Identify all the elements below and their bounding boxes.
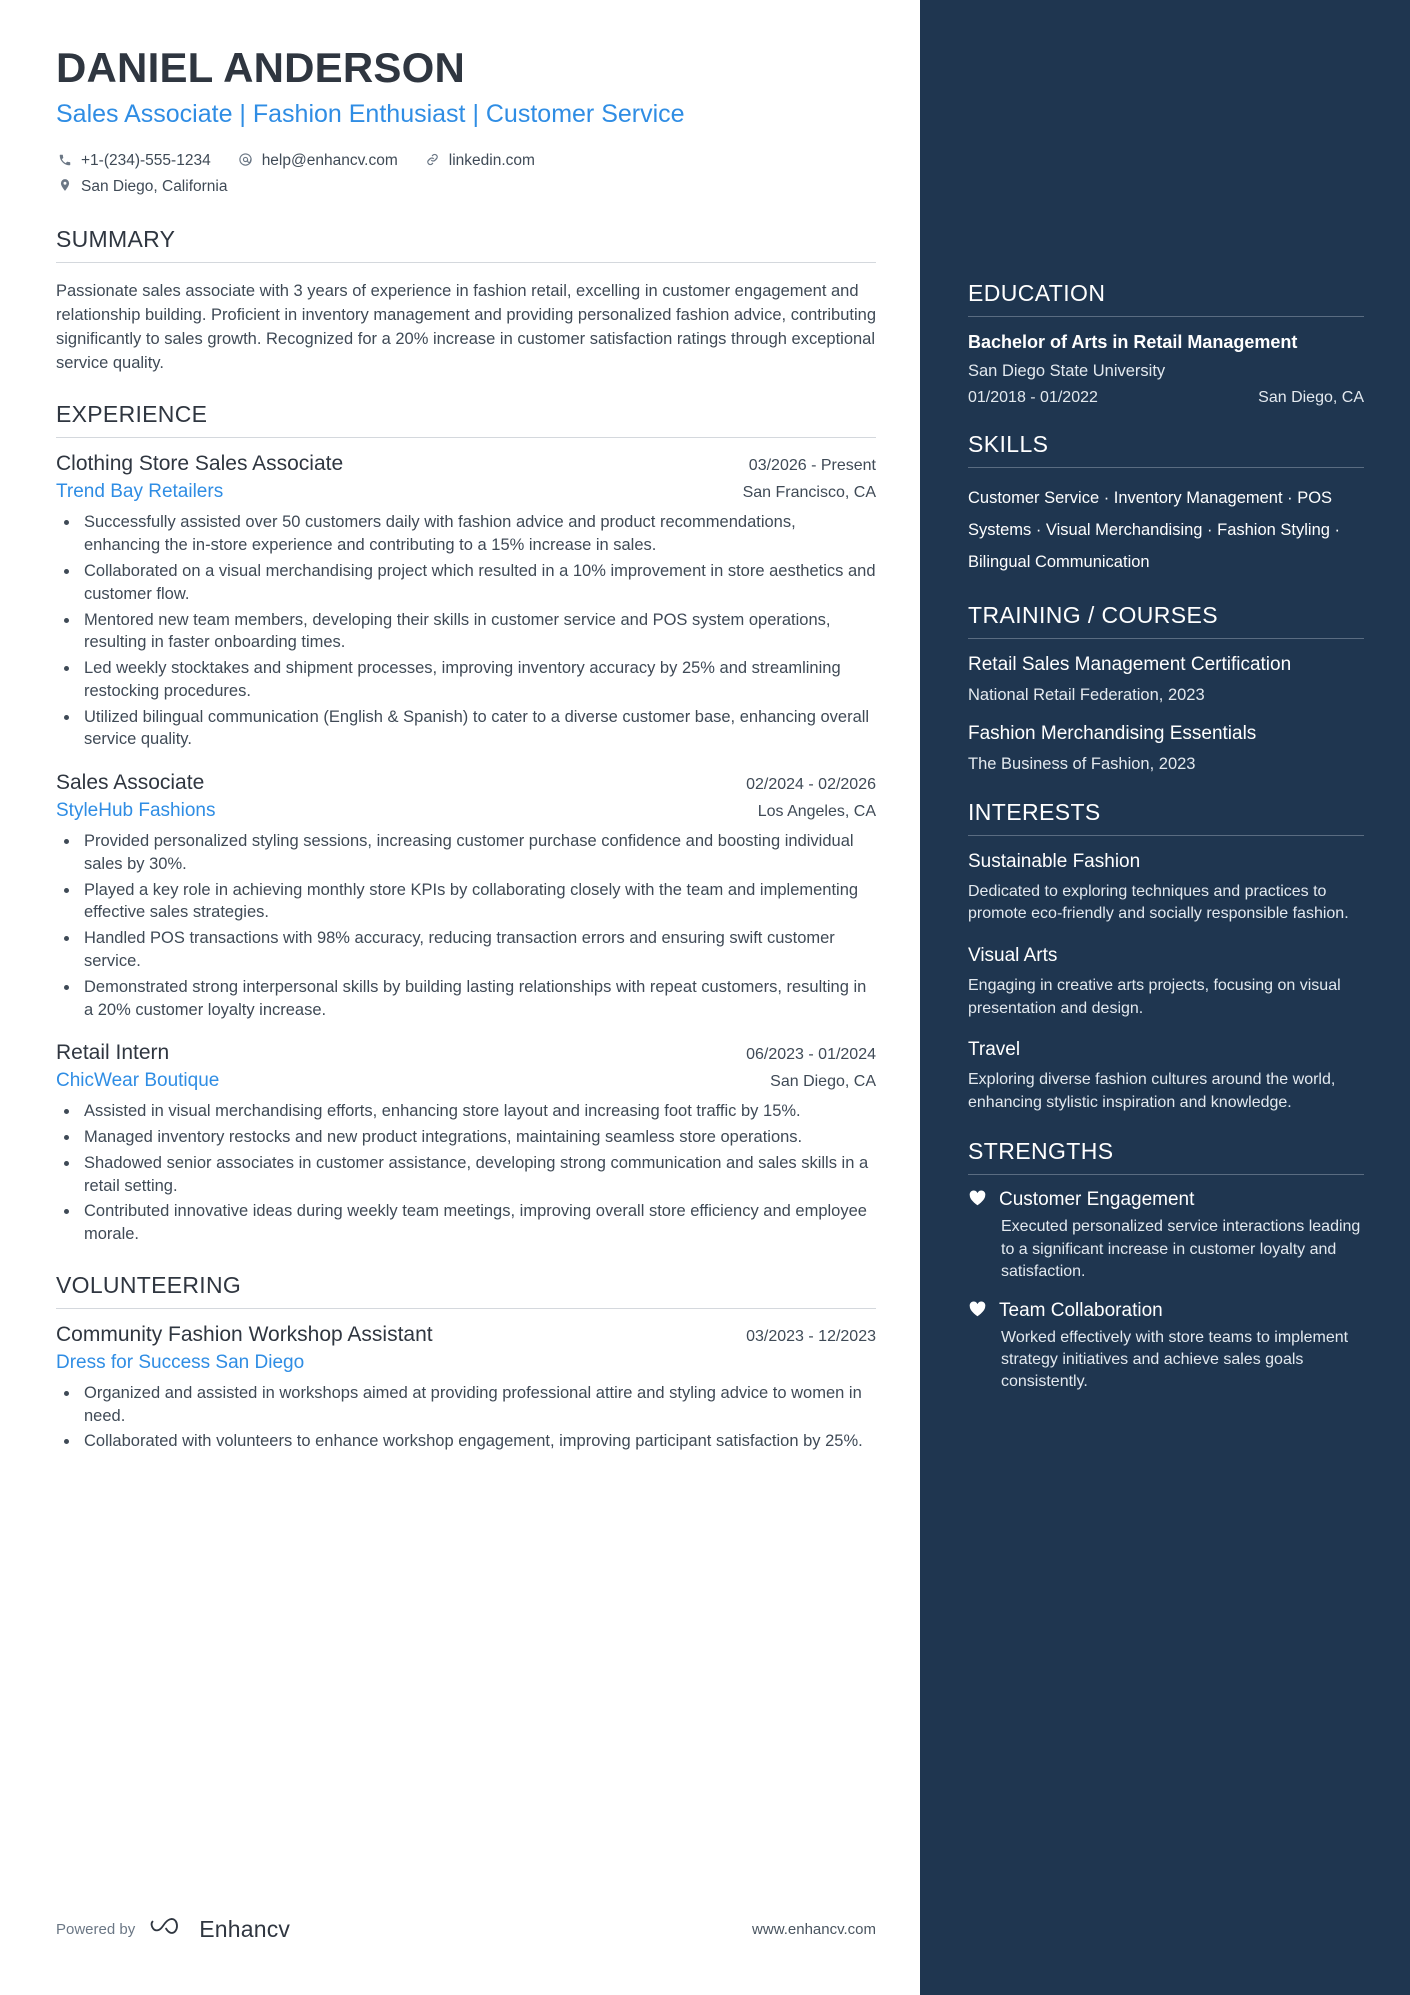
phone-text: +1-(234)-555-1234 bbox=[81, 152, 211, 170]
job-company[interactable]: Trend Bay Retailers bbox=[56, 481, 224, 503]
sidebar-column bbox=[920, 0, 1410, 1995]
email-text: help@enhancv.com bbox=[261, 152, 398, 170]
link-icon bbox=[424, 152, 442, 170]
list-item: • Handled POS transactions with 98% accuracy, reducing transaction errors and ensuring swift customer service. bbox=[80, 927, 876, 973]
job-location: San Francisco, CA bbox=[742, 484, 876, 502]
job-location: San Diego, CA bbox=[770, 1073, 876, 1091]
volunteering-section bbox=[56, 1272, 876, 1453]
phone-contact bbox=[56, 152, 211, 170]
skills-list: Customer Service · Inventory Management · POS Systems · Visual Merchandising · Fashion Styling · Bilingual Communication bbox=[968, 488, 1341, 571]
volunteering-heading: VOLUNTEERING bbox=[56, 1271, 242, 1298]
location-text: San Diego, California bbox=[81, 177, 228, 195]
enhancv-wordmark: Enhancv bbox=[199, 1915, 291, 1942]
job-dates: 02/2024 - 02/2026 bbox=[746, 776, 876, 794]
enhancv-mark-icon bbox=[149, 1915, 191, 1943]
list-item: • Shadowed senior associates in customer assistance, developing strong communication and sales skills in a retail setting. bbox=[80, 1152, 876, 1198]
interest-detail: Exploring diverse fashion cultures around the world, enhancing stylistic inspiration and knowledge. bbox=[968, 1071, 1336, 1111]
job-location: Los Angeles, CA bbox=[757, 803, 876, 821]
education-divider bbox=[968, 316, 1364, 317]
list-item: • Provided personalized styling sessions, increasing customer purchase confidence and boosting individual sales by 30%. bbox=[80, 830, 876, 876]
training-detail: The Business of Fashion, 2023 bbox=[968, 754, 1196, 773]
list-item: • Played a key role in achieving monthly store KPIs by collaborating closely with the team and implementing effective sales strategies. bbox=[80, 879, 876, 925]
summary-heading: SUMMARY bbox=[56, 226, 176, 253]
email-icon bbox=[237, 152, 255, 170]
education-meta bbox=[968, 389, 1364, 407]
linkedin-contact[interactable] bbox=[424, 152, 535, 170]
training-name: Retail Sales Management Certification bbox=[968, 654, 1292, 676]
list-item: • Collaborated on a visual merchandising project which resulted in a 10% improvement in store aesthetics and customer flow. bbox=[80, 560, 876, 606]
training-heading: TRAINING / COURSES bbox=[968, 602, 1219, 629]
job-bullets bbox=[56, 511, 876, 751]
phone-icon bbox=[56, 153, 74, 170]
strengths-heading: STRENGTHS bbox=[968, 1138, 1114, 1165]
strength-name: Team Collaboration bbox=[999, 1299, 1163, 1321]
contact-block bbox=[56, 152, 876, 196]
job-bullets bbox=[56, 1100, 876, 1246]
training-item bbox=[968, 722, 1364, 775]
experience-item bbox=[56, 771, 876, 1021]
list-item: • Contributed innovative ideas during weekly team meetings, improving overall store efficiency and employee morale. bbox=[80, 1200, 876, 1246]
summary-text: Passionate sales associate with 3 years of experience in fashion retail, excelling in customer engagement and relationship building. Proficient in inventory management and providing personalized fashion advice, contributing significantly to sales growth. Recognized for a 20% increase in customer satisfaction ratings through exceptional service quality. bbox=[56, 281, 876, 372]
strengths-divider bbox=[968, 1174, 1364, 1175]
list-item: • Demonstrated strong interpersonal skills by building lasting relationships with repeat customers, resulting in a 20% customer loyalty increase. bbox=[80, 976, 876, 1022]
job-dates: 03/2026 - Present bbox=[748, 457, 876, 475]
education-heading: EDUCATION bbox=[968, 280, 1106, 306]
job-title: Clothing Store Sales Associate bbox=[56, 452, 344, 476]
summary-divider bbox=[56, 262, 876, 263]
strength-item bbox=[968, 1300, 1364, 1394]
interest-item bbox=[968, 1038, 1364, 1114]
volunteer-org[interactable]: Dress for Success San Diego bbox=[56, 1351, 305, 1373]
volunteer-dates: 03/2023 - 12/2023 bbox=[746, 1327, 876, 1345]
strength-item bbox=[968, 1189, 1364, 1283]
strength-name: Customer Engagement bbox=[999, 1189, 1195, 1211]
interest-detail: Engaging in creative arts projects, focusing on visual presentation and design. bbox=[968, 976, 1341, 1017]
education-school: San Diego State University bbox=[968, 362, 1166, 381]
volunteer-bullets bbox=[56, 1382, 876, 1453]
job-title: Retail Intern bbox=[56, 1041, 170, 1065]
list-item: • Assisted in visual merchandising efforts, enhancing store layout and increasing foot traffic by 15%. bbox=[80, 1100, 876, 1123]
experience-section bbox=[56, 401, 876, 1245]
list-item: • Successfully assisted over 50 customers daily with fashion advice and product recommendations, enhancing the in-store experience and contributing to a 15% increase in sales. bbox=[80, 511, 876, 557]
contact-line-1 bbox=[56, 152, 876, 170]
list-item: • Collaborated with volunteers to enhance workshop engagement, improving participant satisfaction by 25%. bbox=[80, 1430, 876, 1453]
interest-item bbox=[968, 944, 1364, 1020]
heart-icon bbox=[968, 1300, 987, 1324]
list-item: • Organized and assisted in workshops aimed at providing professional attire and styling advice to women in need. bbox=[80, 1382, 876, 1428]
training-section bbox=[968, 602, 1364, 775]
interest-item bbox=[968, 850, 1364, 926]
education-section bbox=[968, 280, 1364, 407]
skills-heading: SKILLS bbox=[968, 430, 1049, 457]
strength-detail: Executed personalized service interactions leading to a significant increase in customer loyalty and satisfaction. bbox=[1001, 1218, 1361, 1281]
job-company[interactable]: ChicWear Boutique bbox=[56, 1070, 220, 1092]
skills-section bbox=[968, 431, 1364, 579]
job-bullets bbox=[56, 830, 876, 1021]
interests-divider bbox=[968, 835, 1364, 836]
list-item: • Utilized bilingual communication (English & Spanish) to cater to a diverse customer base, enhancing overall service quality. bbox=[80, 706, 876, 752]
interest-detail: Dedicated to exploring techniques and practices to promote eco-friendly and socially responsible fashion. bbox=[968, 882, 1349, 923]
experience-heading: EXPERIENCE bbox=[56, 401, 208, 428]
powered-by-block bbox=[56, 1915, 290, 1943]
volunteer-title: Community Fashion Workshop Assistant bbox=[56, 1322, 433, 1346]
job-company[interactable]: StyleHub Fashions bbox=[56, 800, 216, 822]
heart-icon bbox=[968, 1189, 987, 1213]
strengths-section bbox=[968, 1138, 1364, 1393]
training-detail: National Retail Federation, 2023 bbox=[968, 685, 1205, 704]
volunteering-item bbox=[56, 1323, 876, 1453]
footer-site-url[interactable]: www.enhancv.com bbox=[752, 1920, 876, 1938]
page-footer bbox=[56, 1915, 876, 1943]
list-item: • Led weekly stocktakes and shipment processes, improving inventory accuracy by 25% and streamlining restocking procedures. bbox=[80, 657, 876, 703]
strength-detail: Worked effectively with store teams to implement strategy initiatives and achieve sales goals consistently. bbox=[1001, 1328, 1349, 1391]
summary-section bbox=[56, 226, 876, 375]
headline: Sales Associate | Fashion Enthusiast | Customer Service bbox=[56, 100, 685, 129]
training-divider bbox=[968, 638, 1364, 639]
email-contact bbox=[237, 152, 398, 170]
training-item bbox=[968, 653, 1364, 706]
list-item: • Mentored new team members, developing their skills in customer service and POS system operations, resulting in faster onboarding times. bbox=[80, 609, 876, 655]
volunteering-divider bbox=[56, 1308, 876, 1309]
location-contact bbox=[56, 177, 227, 196]
training-name: Fashion Merchandising Essentials bbox=[968, 723, 1257, 745]
experience-divider bbox=[56, 437, 876, 438]
experience-item bbox=[56, 1041, 876, 1246]
enhancv-logo bbox=[149, 1915, 290, 1943]
education-degree: Bachelor of Arts in Retail Management bbox=[968, 332, 1298, 352]
interest-name: Sustainable Fashion bbox=[968, 851, 1141, 873]
interests-section bbox=[968, 799, 1364, 1114]
powered-by-label: Powered by bbox=[56, 1920, 136, 1938]
interests-heading: INTERESTS bbox=[968, 799, 1101, 826]
page-title: DANIEL ANDERSON bbox=[56, 44, 466, 91]
contact-line-2 bbox=[56, 177, 876, 196]
linkedin-text: linkedin.com bbox=[448, 152, 535, 170]
location-pin-icon bbox=[56, 177, 74, 196]
interest-name: Visual Arts bbox=[968, 945, 1058, 967]
skills-divider bbox=[968, 467, 1364, 468]
interest-name: Travel bbox=[968, 1039, 1021, 1061]
job-dates: 06/2023 - 01/2024 bbox=[746, 1046, 876, 1064]
job-title: Sales Associate bbox=[56, 771, 205, 795]
experience-item bbox=[56, 452, 876, 751]
education-dates: 01/2018 - 01/2022 bbox=[968, 388, 1098, 406]
list-item: • Managed inventory restocks and new product integrations, maintaining seamless store operations. bbox=[80, 1126, 876, 1149]
education-location: San Diego, CA bbox=[1258, 388, 1364, 406]
